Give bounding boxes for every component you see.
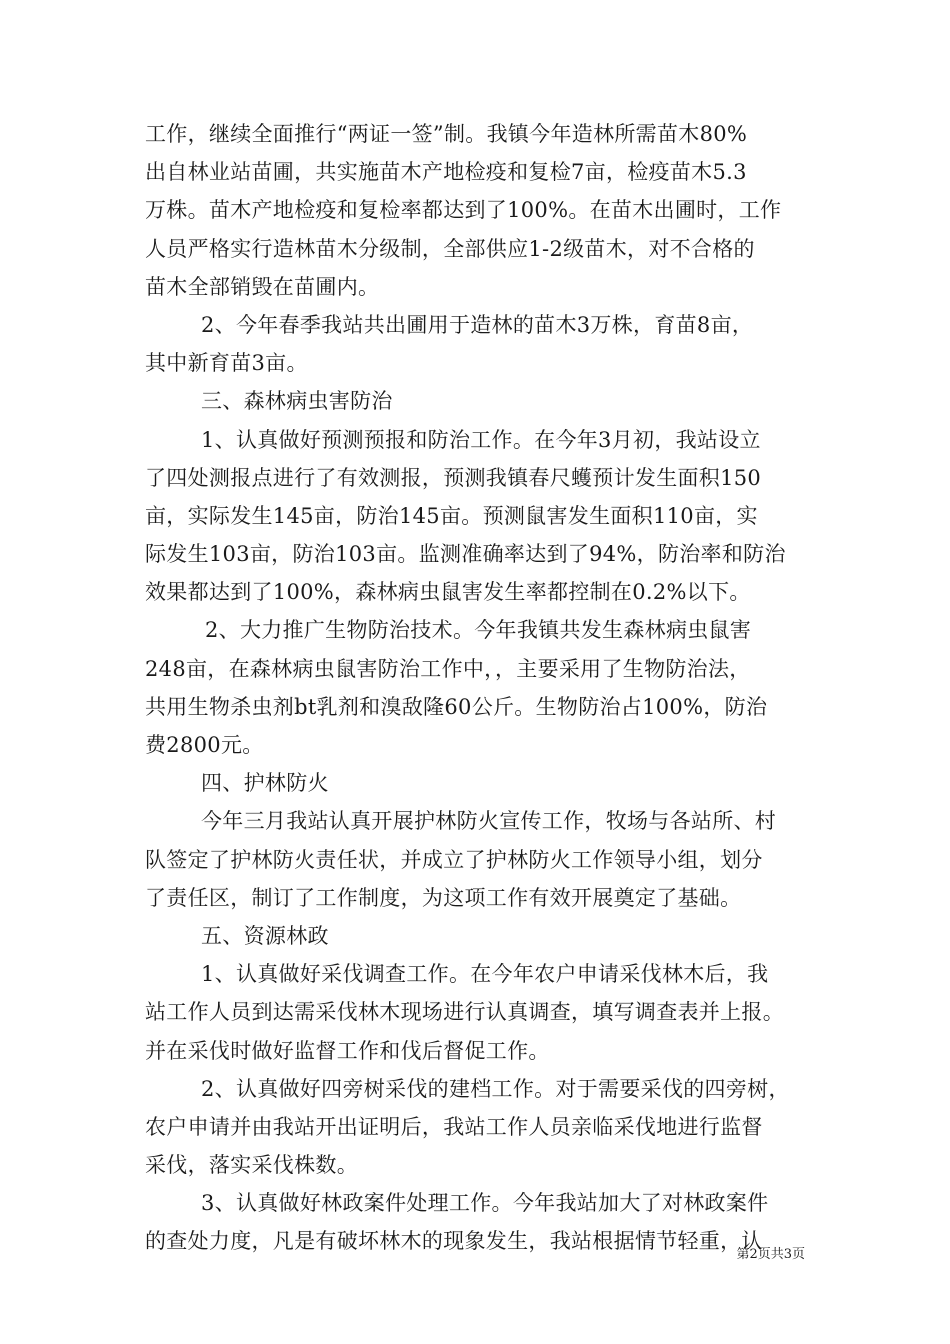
text-line: 了责任区，制订了工作制度，为这项工作有效开展奠定了基础。	[145, 885, 742, 910]
text-line: 三、森林病虫害防治	[201, 389, 393, 414]
page-number: 第2页共3页	[736, 1247, 805, 1262]
text-line: 其中新育苗3亩。	[145, 351, 308, 376]
text-line: 费2800元。	[145, 733, 264, 757]
text-line: 3、认真做好林政案件处理工作。今年我站加大了对林政案件	[201, 1191, 769, 1216]
text-line: 并在采伐时做好监督工作和伐后督促工作。	[145, 1038, 550, 1063]
text-line: 农户申请并由我站开出证明后，我站工作人员亲临采伐地进行监督	[145, 1114, 763, 1139]
text-line: 际发生103亩，防治103亩。监测准确率达到了94%，防治率和防治	[145, 542, 786, 567]
text-line: 了四处测报点进行了有效测报，预测我镇春尺蠖预计发生面积150	[145, 465, 762, 490]
text-line: 1、认真做好预测预报和防治工作。在今年3月初，我站设立	[201, 427, 761, 452]
text-line: 五、资源林政	[201, 923, 329, 948]
text-line: 队签定了护林防火责任状，并成立了护林防火工作领导小组，划分	[145, 847, 763, 872]
text-line: 工作，继续全面推行“两证一签”制。我镇今年造林所需苗木80%	[145, 122, 748, 146]
text-line: 2、认真做好四旁树采伐的建档工作。对于需要采伐的四旁树，	[201, 1076, 790, 1101]
text-line: 2、大力推广生物防治技术。今年我镇共发生森林病虫鼠害	[205, 618, 752, 643]
text-line: 共用生物杀虫剂bt乳剂和溴敌隆60公斤。生物防治占100%，防治	[145, 694, 768, 719]
text-line: 采伐，落实采伐株数。	[145, 1153, 358, 1178]
text-line: 人员严格实行造林苗木分级制，全部供应1-2级苗木，对不合格的	[145, 236, 755, 261]
text-line: 出自林业站苗圃，共实施苗木产地检疫和复检7亩，检疫苗木5.3	[145, 160, 747, 185]
text-line: 今年三月我站认真开展护林防火宣传工作，牧场与各站所、村	[201, 809, 777, 834]
text-line: 1、认真做好采伐调查工作。在今年农户申请采伐林木后，我	[201, 962, 769, 987]
text-line: 站工作人员到达需采伐林木现场进行认真调查，填写调查表并上报。	[145, 1000, 784, 1025]
text-line: 万株。苗木产地检疫和复检率都达到了100%。在苗木出圃时，工作	[145, 198, 782, 223]
text-line: 2、今年春季我站共出圃用于造林的苗木3万株，育苗8亩，	[201, 312, 754, 337]
document-body	[145, 115, 810, 1261]
text-line: 苗木全部销毁在苗圃内。	[145, 274, 380, 299]
text-line: 亩，实际发生145亩，防治145亩。预测鼠害发生面积110亩，实	[145, 503, 758, 528]
text-line: 效果都达到了100%，森林病虫鼠害发生率都控制在0.2%以下。	[145, 580, 751, 605]
text-line: 的查处力度，凡是有破坏林木的现象发生，我站根据情节轻重，认	[145, 1229, 763, 1254]
text-line: 四、护林防火	[201, 771, 329, 796]
text-line: 248亩，在森林病虫鼠害防治工作中，，主要采用了生物防治法，	[145, 656, 751, 681]
